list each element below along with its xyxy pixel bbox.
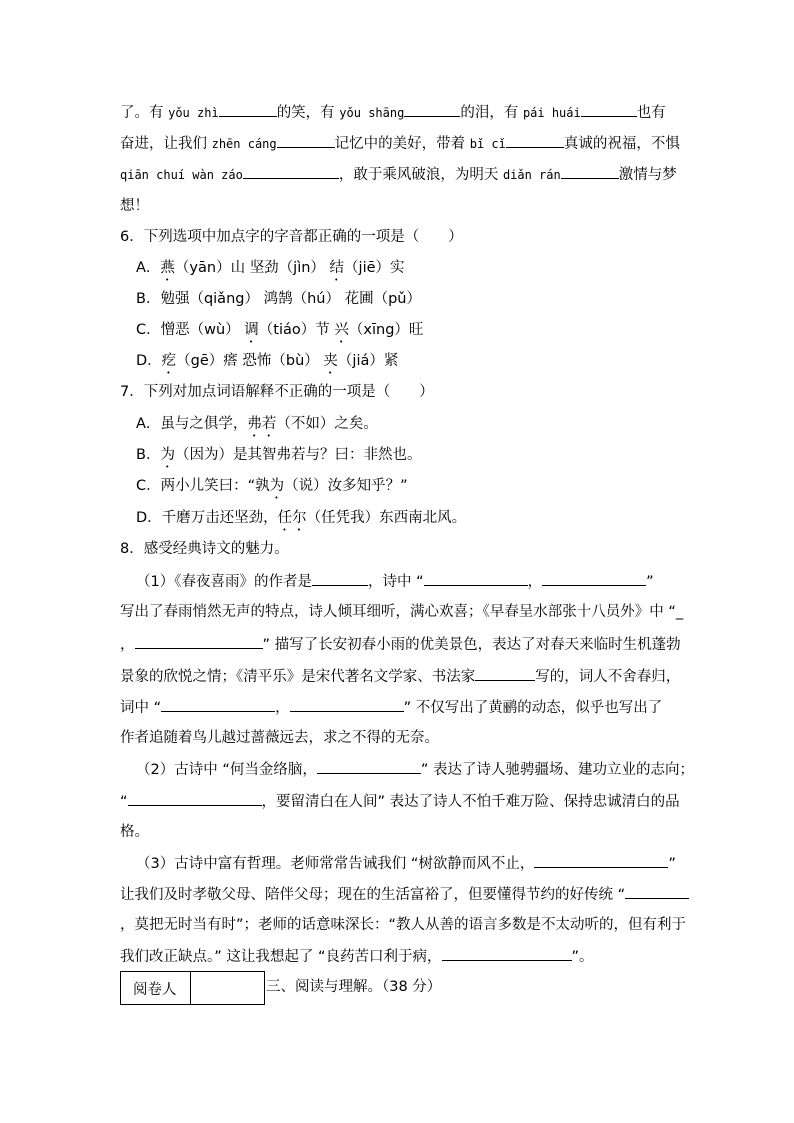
grader-box [120,971,265,1005]
q7-option-c[interactable]: C．两小儿笑曰：“孰为（说）汝多知乎？” [136,478,408,494]
q6-stem: 6．下列选项中加点字的字音都正确的一项是（ ） [120,229,463,245]
q6-option-d[interactable]: D．疙（gē）瘩 恐怖（bù） 夹（jiá）紧 [136,353,399,369]
blank[interactable] [475,666,535,681]
blank[interactable] [534,853,668,868]
blank[interactable] [219,102,277,117]
q6-option-a[interactable]: A．燕（yān）山 坚劲（jìn） 结（jiē）实 [136,260,405,276]
blank[interactable] [277,133,335,148]
q5-line-1: 了。有 yǒu zhì 的笑，有 yǒu shāng 的泪，有 pái huái 也有 [120,102,666,123]
q8-p1-line-2: 写出了春雨悄然无声的特点，诗人倾耳细听，满心欢喜；《早春呈水部张十八员外》中 “_ [120,604,684,620]
q8-p1-line-5: 词中 “ ， ” 不仅写出了黄鹂的动态，似乎也写出了 [120,697,662,718]
q7-option-a[interactable]: A．虽与之俱学，弗若（不如）之矣。 [136,416,378,432]
q8-p1-line-6: 作者追随着鸟儿越过蔷薇远去，求之不得的无奈。 [120,730,439,746]
blank[interactable] [312,571,368,586]
q5-line-4: 想！ [120,198,149,214]
q7-option-d[interactable]: D．千磨万击还坚劲，任尔（任凭我）东西南北风。 [136,510,467,526]
q8-p2-line-3: 格。 [120,824,149,840]
blank[interactable] [317,759,421,774]
grader-label: 阅卷人 [121,972,191,1004]
blank[interactable] [424,571,528,586]
blank[interactable] [128,791,262,806]
q5-line-2: 奋进，让我们 zhēn cáng 记忆中的美好，带着 bǐ cǐ 真诚的祝福，不惧 [120,133,680,154]
q6-option-c[interactable]: C．憎恶（wù） 调（tiáo）节 兴（xīng）旺 [136,322,424,338]
blank[interactable] [625,884,689,899]
blank[interactable] [542,571,646,586]
q6-option-b[interactable]: B．勉强（qiǎng） 鸿鹄（hú） 花圃（pǔ） [136,291,421,307]
q8-p3-line-1: （3）古诗中富有哲理。老师常常告诫我们 “树欲静而风不止， ” [136,853,676,874]
q7-option-b[interactable]: B．为（因为）是其智弗若与？曰：非然也。 [136,447,422,463]
q8-p3-line-2: 让我们及时孝敬父母、陪伴父母；现在的生活富裕了，但要懂得节约的好传统 “ [120,884,689,905]
section-3-title: 三、阅读与理解。（38 分） [266,979,442,995]
q8-p3-line-3: ，莫把无时当有时”；老师的话意味深长：“教人从善的语言多数是不太动听的，但有利于 [120,917,687,933]
q8-p2-line-1: （2）古诗中 “何当金络脑， ” 表达了诗人驰骋疆场、建功立业的志向； [136,759,694,780]
blank[interactable] [581,102,637,117]
blank[interactable] [243,164,339,179]
q5-line-3: qiān chuí wàn záo ，敢于乘风破浪，为明天 diǎn rán 激情与梦 [120,164,677,185]
blank[interactable] [506,133,564,148]
blank[interactable] [404,102,460,117]
grader-score-cell[interactable] [191,972,264,1004]
blank[interactable] [161,697,275,712]
blank[interactable] [135,634,263,649]
q8-p1-line-4: 景象的欣悦之情；《清平乐》是宋代著名文学家、书法家 写的，词人不舍春归， [120,666,680,687]
blank[interactable] [442,946,572,961]
q8-p3-line-4: 我们改正缺点。” 这让我想起了 “良药苦口利于病， ”。 [120,946,594,967]
blank[interactable] [290,697,404,712]
blank[interactable] [561,164,619,179]
q8-p1-line-1: （1）《春夜喜雨》的作者是 ，诗中 “ ， ” [136,571,654,592]
q8-p1-line-3: ， ” 描写了长安初春小雨的优美景色，表达了对春天来临时生机蓬勃 [120,634,681,655]
q8-stem: 8．感受经典诗文的魅力。 [120,541,289,557]
q7-stem: 7．下列对加点词语解释不正确的一项是（ ） [120,384,434,400]
q8-p2-line-2: “ ，要留清白在人间” 表达了诗人不怕千难万险、保持忠诚清白的品 [120,791,680,812]
